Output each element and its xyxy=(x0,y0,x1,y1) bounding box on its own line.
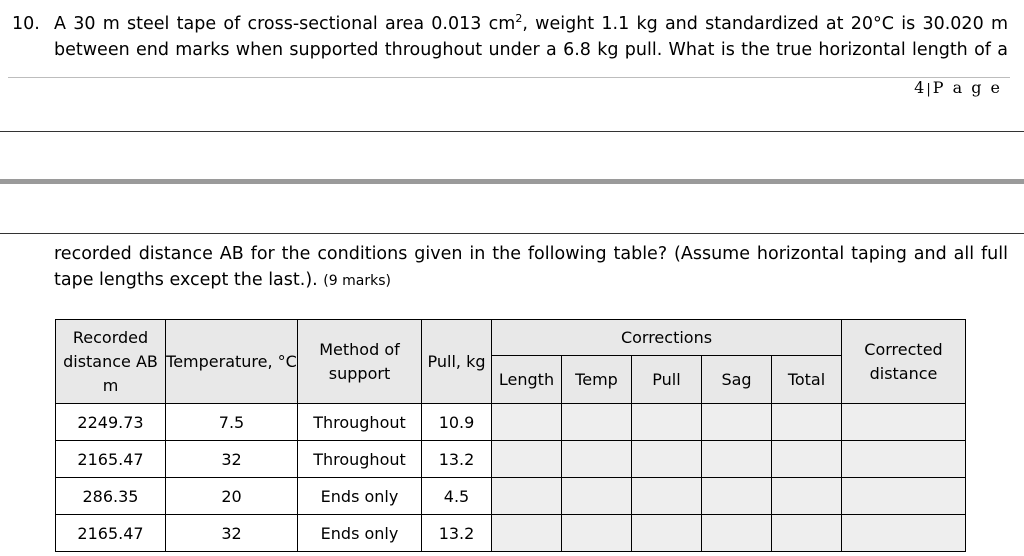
cell-length-correction xyxy=(492,441,562,478)
footer-rule xyxy=(8,77,1010,78)
table-row xyxy=(56,515,966,552)
cell-temp-correction xyxy=(562,441,632,478)
subheader-total: Total xyxy=(772,356,842,404)
cell-temperature: 7.5 xyxy=(166,404,298,441)
cell-method: Ends only xyxy=(298,515,422,552)
question-line-1-post: , weight 1.1 kg and standardized at 20°C is 30.020 m xyxy=(522,13,1008,34)
cell-total-correction xyxy=(772,478,842,515)
question-line-4-text: tape lengths except the last.). xyxy=(54,270,318,290)
marks-label: (9 marks) xyxy=(323,273,391,289)
cell-total-correction xyxy=(772,404,842,441)
cell-method: Throughout xyxy=(298,404,422,441)
cell-corrected-distance xyxy=(842,441,966,478)
cell-temp-correction xyxy=(562,404,632,441)
question-line-2: between end marks when supported throughout under a 6.8 kg pull. What is the true horizontal length of a xyxy=(54,39,1008,60)
table-row xyxy=(56,404,966,441)
subheader-length: Length xyxy=(492,356,562,404)
question-line-1 xyxy=(12,6,1008,37)
page-break-rule-1 xyxy=(0,131,1024,132)
cell-pull: 10.9 xyxy=(422,404,492,441)
cell-pull-correction xyxy=(632,441,702,478)
cell-length-correction xyxy=(492,515,562,552)
page-break-rule-2 xyxy=(0,233,1024,234)
cell-method: Ends only xyxy=(298,478,422,515)
question-text-continued xyxy=(54,241,1008,294)
question-line-4 xyxy=(54,267,1008,294)
cell-pull-correction xyxy=(632,404,702,441)
cell-pull-correction xyxy=(632,515,702,552)
cell-length-correction xyxy=(492,478,562,515)
question-line-3: recorded distance AB for the conditions given in the following table? (Assume horizontal taping and all full xyxy=(54,244,1008,264)
cell-distance: 2165.47 xyxy=(56,441,166,478)
cell-total-correction xyxy=(772,441,842,478)
cell-corrected-distance xyxy=(842,404,966,441)
header-corrected-distance: Corrected distance xyxy=(842,320,966,404)
question-text-top xyxy=(12,6,1008,63)
header-temperature: Temperature, °C xyxy=(166,320,298,404)
page-label: P a g e xyxy=(932,78,1002,97)
cell-distance: 286.35 xyxy=(56,478,166,515)
header-method: Method of support xyxy=(298,320,422,404)
cell-sag-correction xyxy=(702,441,772,478)
cell-temp-correction xyxy=(562,478,632,515)
cell-length-correction xyxy=(492,404,562,441)
page-number xyxy=(914,78,1002,97)
cell-distance: 2249.73 xyxy=(56,404,166,441)
cell-sag-correction xyxy=(702,478,772,515)
cell-temp-correction xyxy=(562,515,632,552)
subheader-temp: Temp xyxy=(562,356,632,404)
cell-method: Throughout xyxy=(298,441,422,478)
page-gap-bar xyxy=(0,179,1024,184)
cell-sag-correction xyxy=(702,515,772,552)
question-line-1-pre: A 30 m steel tape of cross-sectional area 0.013 cm xyxy=(54,13,516,34)
table-row xyxy=(56,478,966,515)
subheader-sag: Sag xyxy=(702,356,772,404)
cell-corrected-distance xyxy=(842,478,966,515)
subheader-pull: Pull xyxy=(632,356,702,404)
cell-sag-correction xyxy=(702,404,772,441)
cell-pull: 4.5 xyxy=(422,478,492,515)
cell-temperature: 32 xyxy=(166,515,298,552)
cell-temperature: 20 xyxy=(166,478,298,515)
page-number-value: 4 xyxy=(914,78,927,97)
question-number: 10. xyxy=(12,13,40,34)
superscript-2: 2 xyxy=(515,12,523,25)
cell-pull-correction xyxy=(632,478,702,515)
cell-total-correction xyxy=(772,515,842,552)
header-recorded-distance: Recorded distance AB m xyxy=(56,320,166,404)
page-separator: | xyxy=(926,82,933,97)
cell-temperature: 32 xyxy=(166,441,298,478)
cell-distance: 2165.47 xyxy=(56,515,166,552)
header-corrections: Corrections xyxy=(492,320,842,356)
cell-pull: 13.2 xyxy=(422,441,492,478)
table-row xyxy=(56,441,966,478)
cell-pull: 13.2 xyxy=(422,515,492,552)
cell-corrected-distance xyxy=(842,515,966,552)
data-table xyxy=(55,319,966,552)
header-pull: Pull, kg xyxy=(422,320,492,404)
